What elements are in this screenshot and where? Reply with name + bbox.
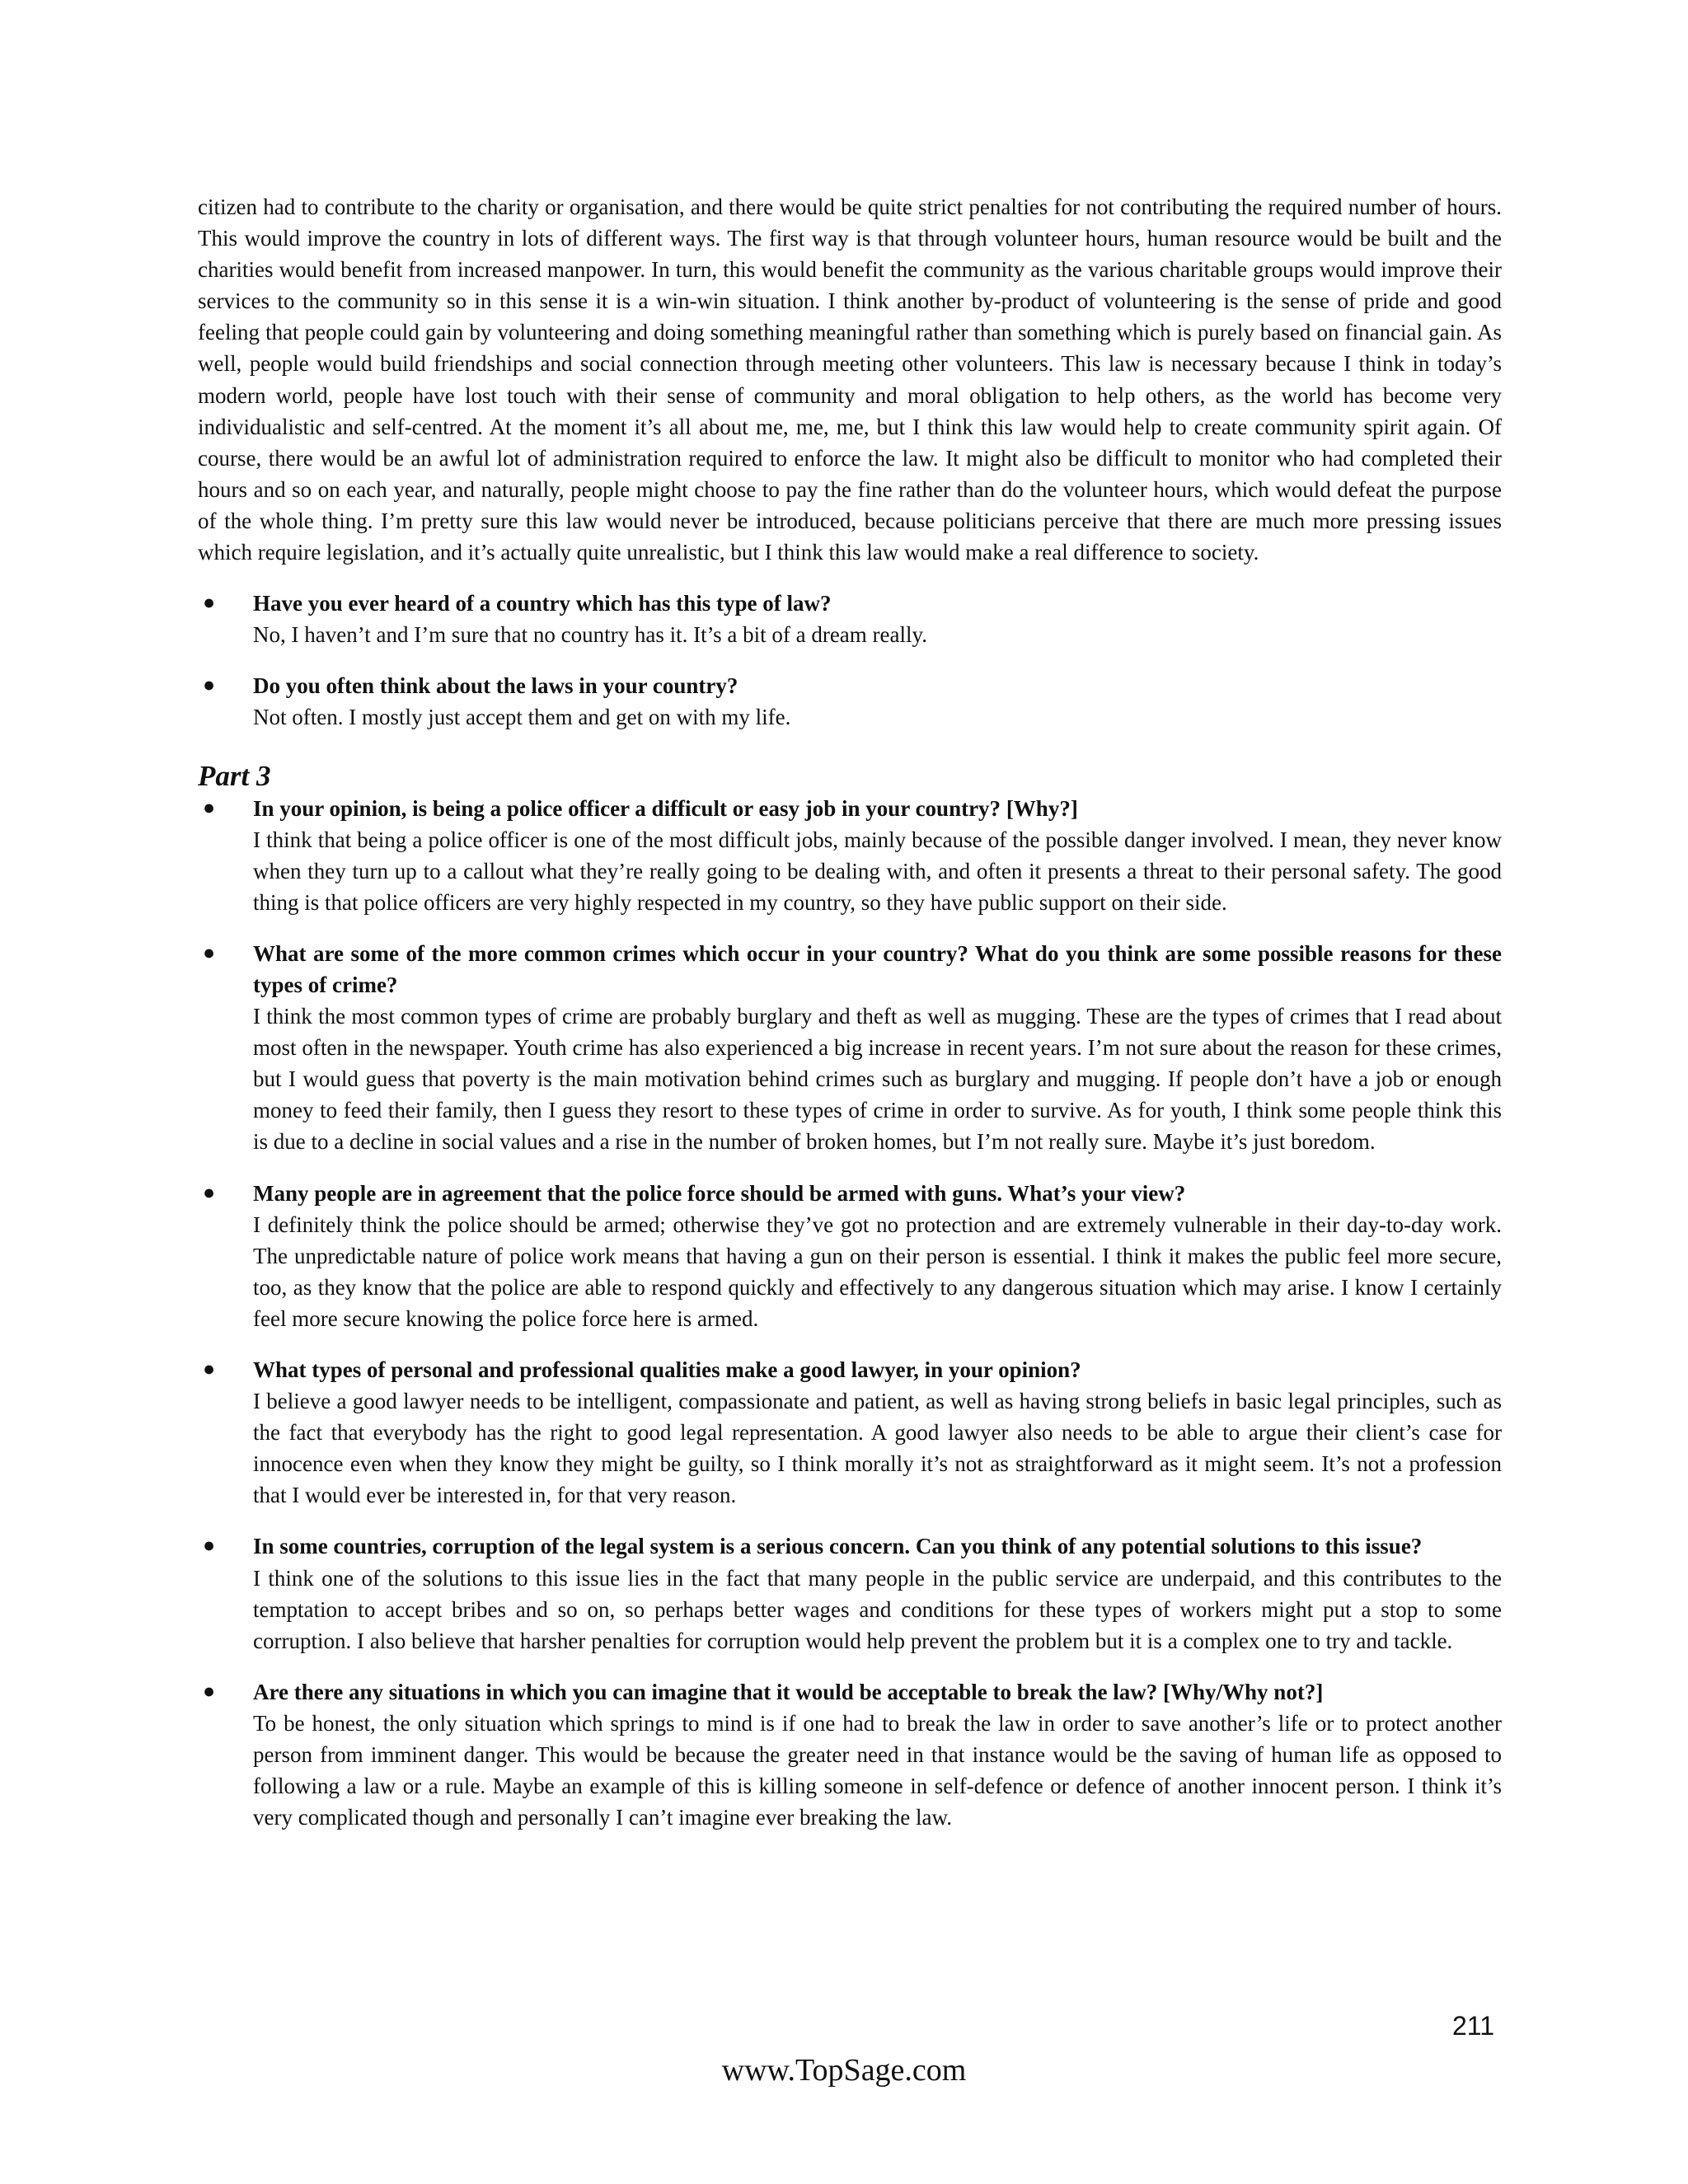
section-heading: Part 3 xyxy=(198,759,271,792)
page-content xyxy=(198,191,1502,1833)
bullet-icon: ● xyxy=(203,592,216,615)
part3-item xyxy=(198,1354,1502,1511)
question-text: Are there any situations in which you can imagine that it would be acceptable to break the law? [Why/Why not?] xyxy=(253,1679,1324,1704)
bullet-icon: ● xyxy=(203,796,216,819)
followup-item xyxy=(198,670,1502,733)
part3-item xyxy=(198,938,1502,1158)
page-number: 211 xyxy=(1452,2011,1495,2041)
answer-text: I think that being a police officer is one of the most difficult jobs, mainly because of the possible danger involved. I mean, they never know when they turn up to a callout what they’re really going to be dealing with, and often it presents a threat to their personal safety. The good thing is that police officers are very highly respected in my country, so they have public support on their side. xyxy=(253,827,1502,915)
question-text: Have you ever heard of a country which has this type of law? xyxy=(253,591,832,616)
followup-item xyxy=(198,588,1502,650)
part3-question-list xyxy=(198,793,1502,1834)
part2-followup-list xyxy=(198,588,1502,733)
answer-text: I definitely think the police should be armed; otherwise they’ve got no protection and are extremely vulnerable in their day-to-day work. The unpredictable nature of police work means that having a gun on their person is essential. I think it makes the public feel more secure, too, as they know that the police are able to respond quickly and effectively to any dangerous situation which may arise. I know I certainly feel more secure knowing the police force here is armed. xyxy=(253,1212,1502,1331)
bullet-icon: ● xyxy=(203,1181,216,1204)
bullet-icon: ● xyxy=(203,674,216,697)
question-text: Do you often think about the laws in your country? xyxy=(253,673,738,699)
question-text: What types of personal and professional qualities make a good lawyer, in your opinion? xyxy=(253,1357,1081,1382)
part3-item xyxy=(198,1530,1502,1656)
part3-item xyxy=(198,1676,1502,1833)
question-text: What are some of the more common crimes which occur in your country? What do you think are some possible reasons for these types of crime? xyxy=(253,940,1502,997)
answer-text: I think one of the solutions to this issue lies in the fact that many people in the public service are underpaid, and this contributes to the temptation to accept bribes and so on, so perhaps better wages and conditions for these types of workers might put a stop to some corruption. I also believe that harsher penalties for corruption would help prevent the problem but it is a complex one to try and tackle. xyxy=(253,1565,1502,1653)
bullet-icon: ● xyxy=(203,1358,216,1380)
question-note: [Why?] xyxy=(1006,795,1078,821)
answer-text: Not often. I mostly just accept them and get on with my life. xyxy=(253,705,791,730)
intro-paragraph: citizen had to contribute to the charity or organisation, and there would be quite strict penalties for not contributing the required number of hours. This would improve the country in lots of different ways. The first way is that through volunteer hours, human resource would be built and the charities would benefit from increased manpower. In turn, this would benefit the community as the various charitable groups would improve their services to the community so in this sense it is a win-win situation. I think another by-product of volunteering is the sense of pride and good feeling that people could gain by volunteering and doing something meaningful rather than something which is purely based on financial gain. As well, people would build friendships and social connection through meeting other volunteers. This law is necessary because I think in today’s modern world, people have lost touch with their sense of community and moral obligation to help others, as the world has become very individualistic and self-centred. At the moment it’s all about me, me, me, but I think this law would help to create community spirit again. Of course, there would be an awful lot of administration required to enforce the law. It might also be difficult to monitor who had completed their hours and so on each year, and naturally, people might choose to pay the fine rather than do the volunteer hours, which would defeat the purpose of the whole thing. I’m pretty sure this law would never be introduced, because politicians perceive that there are much more pressing issues which require legislation, and it’s actually quite unrealistic, but I think this law would make a real difference to society. xyxy=(198,194,1502,565)
answer-text: I think the most common types of crime are probably burglary and theft as well as mugging. These are the types of crimes that I read about most often in the newspaper. Youth crime has also experienced a big increase in recent years. I’m not sure about the reason for these crimes, but I would guess that poverty is the main motivation behind crimes such as burglary and mugging. If people don’t have a job or enough money to feed their family, then I guess they resort to these types of crime in order to survive. As for youth, I think some people think this is due to a decline in social values and a rise in the number of broken homes, but I’m not really sure. Maybe it’s just boredom. xyxy=(253,1004,1502,1155)
question-note: [Why/Why not?] xyxy=(1163,1679,1324,1704)
bullet-icon: ● xyxy=(203,941,216,964)
question-text: In some countries, corruption of the legal system is a serious concern. Can you think of any potential solutions to this issue? xyxy=(253,1534,1423,1559)
footer-url: www.TopSage.com xyxy=(721,2053,967,2088)
answer-text: No, I haven’t and I’m sure that no country has it. It’s a bit of a dream really. xyxy=(253,622,928,648)
bullet-icon: ● xyxy=(203,1535,216,1558)
answer-text: I believe a good lawyer needs to be intelligent, compassionate and patient, as well as having strong beliefs in basic legal principles, such as the fact that everybody has the right to good legal representation. A good lawyer also needs to be able to argue their client’s case for innocence even when they know they might be guilty, so I think morally it’s not as straightforward as it might seem. It’s not a profession that I would ever be interested in, for that very reason. xyxy=(253,1389,1502,1508)
answer-text: To be honest, the only situation which springs to mind is if one had to break the law in order to save another’s life or to protect another person from imminent danger. This would be because the greater need in that instance would be the saving of human life as opposed to following a law or a rule. Maybe an example of this is killing someone in self-defence or defence of another innocent person. I think it’s very complicated though and personally I can’t imagine ever breaking the law. xyxy=(253,1710,1502,1830)
bullet-icon: ● xyxy=(203,1680,216,1703)
question-text: Many people are in agreement that the police force should be armed with guns. What’s your view? xyxy=(253,1180,1186,1206)
question-text: In your opinion, is being a police officer a difficult or easy job in your country? [Why?] xyxy=(253,795,1078,821)
part3-item xyxy=(198,793,1502,918)
part3-item xyxy=(198,1178,1502,1334)
